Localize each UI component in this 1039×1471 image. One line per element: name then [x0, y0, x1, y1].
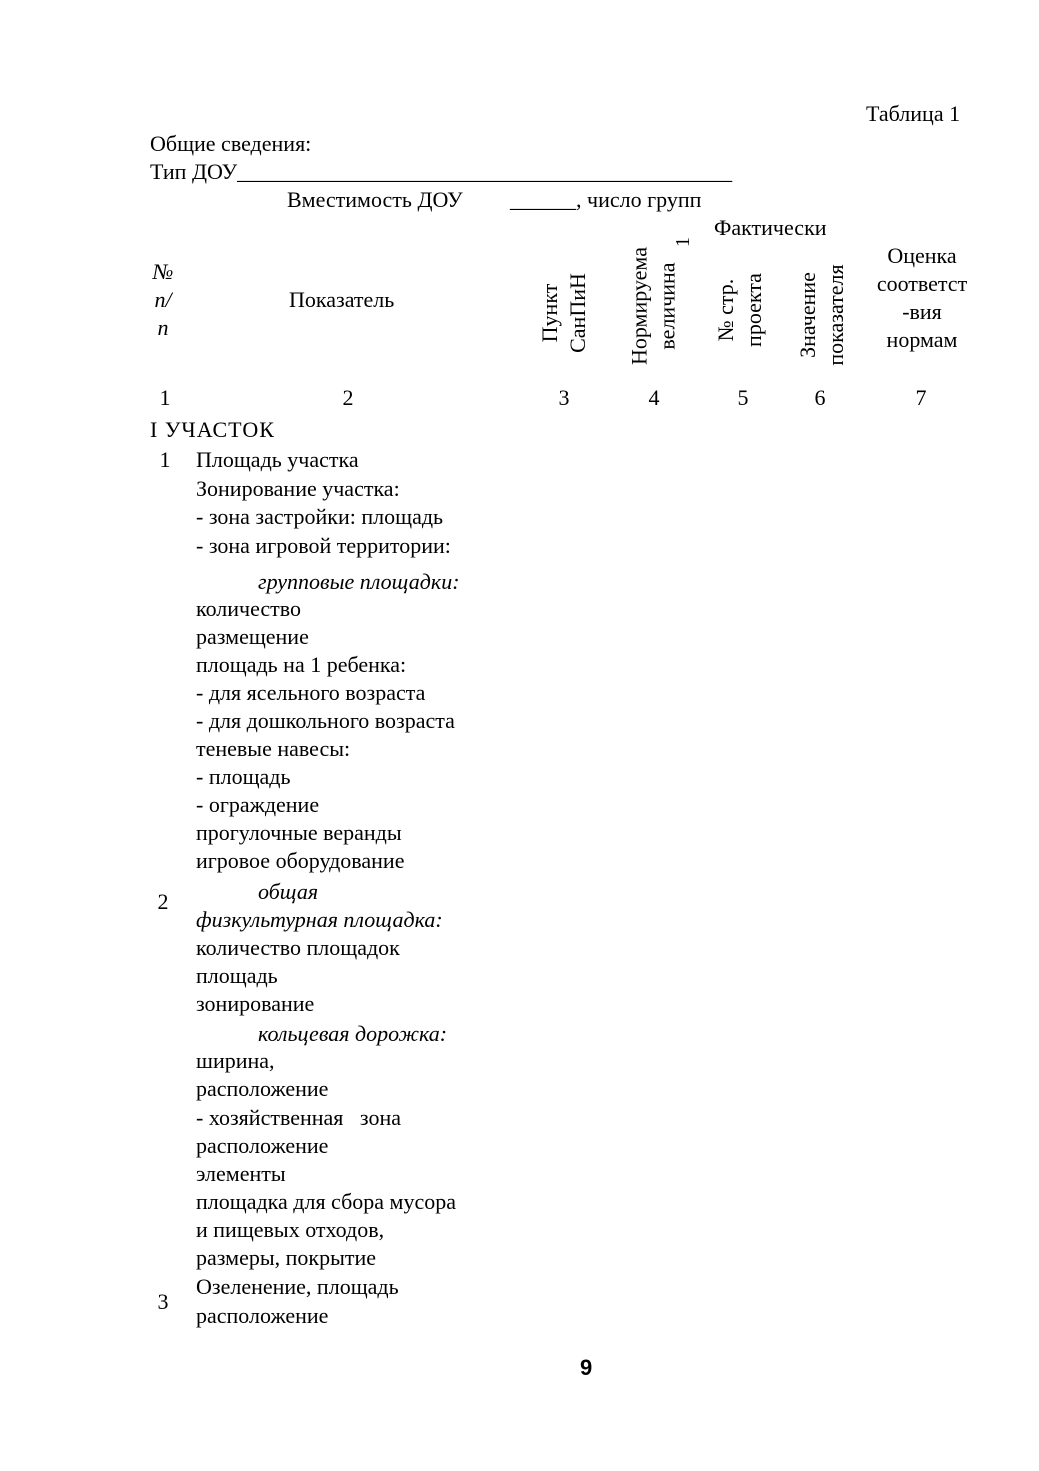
list-item: - хозяйственная зона — [196, 1105, 402, 1130]
list-item: расположение — [196, 1133, 329, 1158]
list-item: количество площадок — [196, 935, 400, 960]
list-item: Зонирование участка: — [196, 476, 400, 501]
list-item: элементы — [196, 1161, 286, 1186]
subheading: кольцевая дорожка: — [258, 1021, 448, 1046]
dou-type-label: Тип ДОУ_____________________________________________ — [150, 159, 733, 184]
col-value-header: Значение показателя — [795, 264, 848, 366]
list-item: - для ясельного возраста — [196, 680, 426, 705]
list-item: игровое оборудование — [196, 848, 405, 873]
col-norm-header: Нормируема величина — [626, 247, 680, 365]
general-info-title: Общие сведения: — [150, 131, 312, 156]
col-eval-header-l2: соответст — [876, 271, 968, 296]
col-number-3: 3 — [558, 385, 570, 410]
list-item: - для дошкольного возраста — [196, 708, 455, 733]
list-item: расположение — [196, 1076, 329, 1101]
list-item: площадь на 1 ребенка: — [196, 652, 407, 677]
col-number-5: 5 — [737, 385, 749, 410]
list-item: зонирование — [196, 991, 315, 1016]
section-title: I УЧАСТОК — [150, 417, 275, 442]
list-item: расположение — [196, 1303, 329, 1328]
list-item: - ограждение — [196, 792, 320, 817]
row-number-1: 1 — [159, 447, 171, 472]
col-indicator-header: Показатель — [289, 287, 395, 312]
list-item: размеры, покрытие — [196, 1245, 377, 1270]
col-page-header: № стр. проекта — [713, 273, 766, 347]
subheading: физкультурная площадка: — [196, 907, 443, 932]
row-number-2: 2 — [157, 889, 169, 914]
list-item: и пищевых отходов, — [196, 1217, 385, 1242]
col-number-6: 6 — [814, 385, 826, 410]
list-item: площадка для сбора мусора — [196, 1189, 457, 1214]
col-eval-header-l4: нормам — [886, 327, 958, 352]
capacity-label: Вместимость ДОУ — [287, 187, 463, 212]
list-item: размещение — [196, 624, 309, 649]
col-eval-header-l3: -вия — [902, 299, 942, 324]
col-number-7: 7 — [915, 385, 927, 410]
list-item: - зона игровой территории: — [196, 533, 451, 558]
subheading: групповые площадки: — [258, 569, 460, 594]
list-item: Площадь участка — [196, 447, 359, 472]
col-eval-header-l1: Оценка — [887, 243, 957, 268]
list-item: - зона застройки: площадь — [196, 504, 444, 529]
list-item: - площадь — [196, 764, 291, 789]
table-caption: Таблица 1 — [866, 101, 961, 126]
page-number: 9 — [580, 1355, 593, 1380]
col-number-1: 1 — [159, 385, 171, 410]
list-item: прогулочные веранды — [196, 820, 402, 845]
row-number-3: 3 — [157, 1289, 169, 1314]
col-num-header-l1: № — [152, 259, 174, 284]
list-item: количество — [196, 596, 302, 621]
list-item: площадь — [196, 963, 278, 988]
col-number-4: 4 — [648, 385, 660, 410]
col-actual-header: Фактически — [714, 215, 827, 240]
col-norm-footnote-mark: 1 — [672, 237, 694, 247]
list-item: теневые навесы: — [196, 736, 351, 761]
subheading: общая — [258, 879, 319, 904]
col-num-header-l3: п — [157, 315, 169, 340]
list-item: Озеленение, площадь — [196, 1274, 399, 1299]
col-num-header-l2: п/ — [154, 287, 172, 312]
list-item: ширина, — [196, 1048, 275, 1073]
col-sanpin-header: Пункт СанПиН — [537, 273, 590, 353]
groups-label: ______, число групп — [510, 187, 702, 212]
col-number-2: 2 — [342, 385, 354, 410]
